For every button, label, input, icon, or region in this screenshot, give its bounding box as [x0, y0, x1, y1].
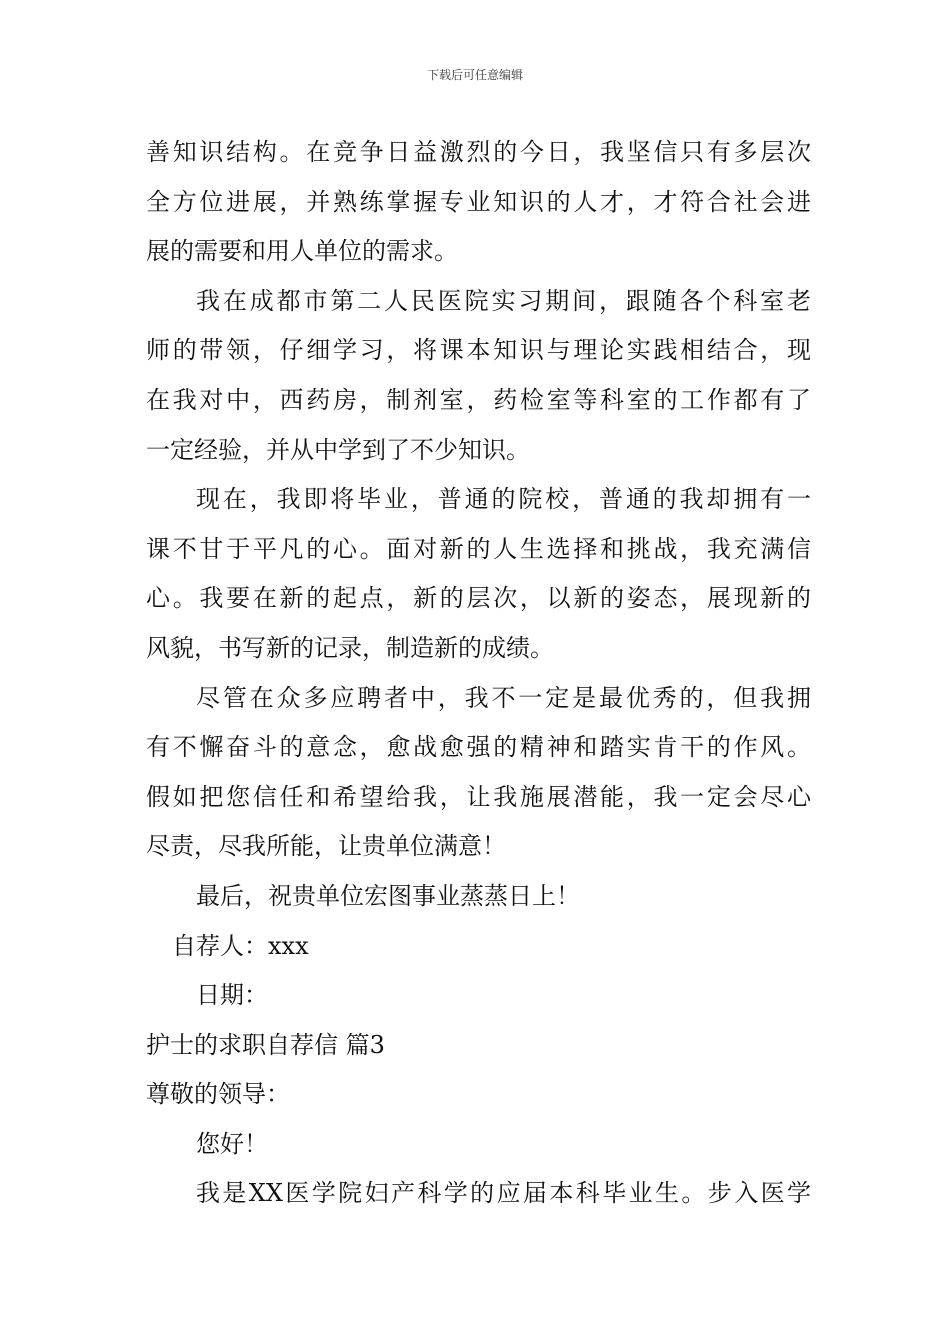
- closing-wish: 最后，祝贵单位宏图事业蒸蒸日上！: [196, 881, 580, 910]
- text-line: 风貌，书写新的记录，制造新的成绩。: [146, 633, 554, 662]
- salutation: 尊敬的领导：: [146, 1080, 290, 1109]
- text-line: 展的需要和用人单位的需求。: [146, 237, 458, 266]
- text-line: 一定经验，并从中学到了不少知识。: [146, 435, 530, 464]
- section-title: 护士的求职自荐信 篇3: [146, 1030, 385, 1059]
- paragraph-start: 我是XX医学院妇产科学的应届本科毕业生。步入医学: [196, 1179, 811, 1208]
- text-line: 善知识结构。在竞争日益激烈的今日，我坚信只有多层次: [146, 138, 811, 166]
- text-line: 在我对中，西药房，制剂室，药检室等科室的工作都有了: [146, 385, 811, 414]
- text-line: 有不懈奋斗的意念，愈战愈强的精神和踏实肯干的作风。: [146, 733, 811, 762]
- greeting: 您好！: [196, 1129, 268, 1158]
- text-line: 心。我要在新的起点，新的层次，以新的姿态，展现新的: [146, 584, 811, 613]
- signature-line: 自荐人：xxx: [172, 931, 309, 960]
- text-line: 尽责，尽我所能，让贵单位满意！: [146, 832, 506, 861]
- text-line: 课不甘于平凡的心。面对新的人生选择和挑战，我充满信: [146, 534, 811, 563]
- page-header-note: 下载后可任意编辑: [426, 68, 523, 82]
- paragraph-start: 现在，我即将毕业，普通的院校，普通的我却拥有一: [196, 485, 811, 514]
- letter-body: [146, 128, 811, 1219]
- text-line: 全方位进展，并熟练掌握专业知识的人才，才符合社会进: [146, 187, 811, 216]
- text-line: 师的带领，仔细学习，将课本知识与理论实践相结合，现: [146, 336, 811, 365]
- text-line: 假如把您信任和希望给我，让我施展潜能，我一定会尽心: [146, 782, 811, 811]
- paragraph-start: 尽管在众多应聘者中，我不一定是最优秀的，但我拥: [196, 683, 811, 712]
- date-line: 日期：: [196, 981, 268, 1010]
- paragraph-start: 我在成都市第二人民医院实习期间，跟随各个科室老: [196, 286, 811, 315]
